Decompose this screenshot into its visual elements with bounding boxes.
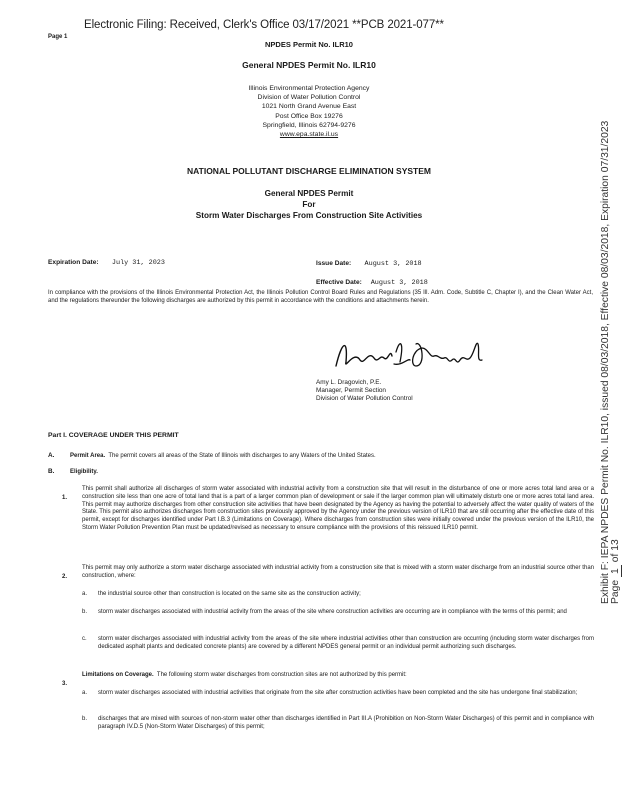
- item3b-text: discharges that are mixed with sources of non-storm water other than discharges identified in Part III.A (Prohibition on Non-Storm Water Discharges) of this permit and in compliance with paragraph IV.D.5 (Non-Storm Water Discharges) of this permit;: [98, 716, 594, 730]
- agency-po-box: Post Office Box 19276: [275, 112, 343, 120]
- signer-division: Division of Water Pollution Control: [316, 395, 413, 402]
- agency-division: Division of Water Pollution Control: [257, 94, 361, 102]
- item1-text: This permit shall authorize all discharges of storm water associated with industrial activity from a construction site that will result in the disturbance of one or more acres total land area or a construction site less than one acre of total land that is a part of a larger common plan of development or sale if the larger common plan will ultimately disturb one or more acres total land area. This permit may authorize discharges from other construction site activities that have been designated by the Agency as having the potential to adversely affect the water quality of waters of the State. This permit also authorizes discharges from construction sites previously approved by the Agency under the previous version of ILR10 that are still occurring after the effective date of this permit, except for discharges identified under Part I.B.3 (Limitations on Coverage). Where discharges from construction sites were initially covered under the previous version of the ILR10, the Storm Water Pollution Prevention Plan must be updated/revised as necessary to ensure compliance with the provisions of this reissued ILR10 permit.: [82, 486, 594, 531]
- agency-name: Illinois Environmental Protection Agency: [248, 85, 370, 92]
- permit-title: General NPDES Permit No. ILR10: [242, 60, 376, 70]
- item3-body: The following storm water discharges from construction sites are not authorized by this permit:: [156, 672, 407, 678]
- exhibit-page-prefix: Page: [610, 579, 621, 604]
- item3-text: [82, 672, 594, 680]
- item2a-text: the industrial source other than construction is located on the same site as the construction activity;: [98, 591, 361, 597]
- exhibit-stamp-page: [610, 539, 622, 604]
- issue-date: [316, 252, 422, 270]
- issue-value: August 3, 2018: [364, 260, 422, 268]
- general-permit-line2: For: [302, 200, 316, 209]
- general-permit-line1: General NPDES Permit: [264, 189, 354, 198]
- signer-title: Manager, Permit Section: [316, 387, 386, 394]
- exhibit-stamp-line1: Exhibit F: IEPA NPDES Permit No. ILR10, issued 08/03/2018, Effective 08/03/2018, Expiration 07/31/2023: [600, 120, 611, 604]
- item3b-tag: b.: [82, 716, 88, 722]
- item1-number: 1.: [62, 495, 68, 501]
- item2c-tag: c.: [82, 636, 87, 642]
- item2b-text: storm water discharges associated with industrial activity from the areas of the site where construction activities are occurring are in compliance with the terms of this permit; and: [98, 609, 567, 615]
- agency-address: [0, 84, 618, 139]
- header-permit-number: NPDES Permit No. ILR10: [265, 40, 353, 49]
- compliance-paragraph: In compliance with the provisions of the Illinois Environmental Protection Act, the Illinois Pollution Control Board Rules and Regulations (35 Ill. Adm. Code, Subtitle C, Chapter I), and the Clean Water Act, and the regulations thereunder the following discharges are authorized by this permit in accordance with the conditions and attachments herein.: [48, 290, 593, 304]
- agency-street: 1021 North Grand Avenue East: [261, 103, 357, 111]
- section-b-tag: B.: [48, 468, 55, 475]
- effective-value: August 3, 2018: [370, 279, 428, 287]
- general-permit-title: [0, 188, 618, 221]
- section-b: [48, 468, 593, 477]
- item3a-tag: a.: [82, 690, 88, 696]
- section-a-label: Permit Area.: [70, 453, 106, 459]
- expiration-date: [48, 251, 165, 269]
- item3-number: 3.: [62, 681, 68, 687]
- agency-url[interactable]: www.epa.state.il.us: [279, 131, 339, 139]
- agency-city: Springfield, Illinois 62794-9276: [262, 121, 356, 129]
- page-label: Page 1: [48, 34, 68, 40]
- part1-heading: Part I. COVERAGE UNDER THIS PERMIT: [48, 432, 179, 439]
- signer-name: Amy L. Dragovich, P.E.: [316, 379, 382, 386]
- item2-text: This permit may only authorize a storm water discharge associated with industrial activity from a construction site that is mixed with a storm water discharge from an industrial source other than construction, where:: [82, 565, 594, 579]
- exhibit-page-number: 1: [610, 565, 622, 577]
- section-b-label: Eligibility.: [70, 469, 98, 475]
- section-a-text: The permit covers all areas of the State of Illinois with discharges to any Waters of the United States.: [108, 453, 376, 459]
- section-a: [48, 452, 593, 461]
- item2c-text: storm water discharges associated with industrial activity from the areas of the site where industrial activities other than construction are occurring (including storm water discharges from dedicated asphalt plants and dedicated concrete plants) are covered by a different NPDES general permit or an individual permit authorizing such discharges.: [98, 636, 594, 650]
- effective-date: [316, 271, 428, 289]
- general-permit-line3: Storm Water Discharges From Construction Site Activities: [195, 211, 423, 220]
- system-title: NATIONAL POLLUTANT DISCHARGE ELIMINATION SYSTEM: [187, 166, 431, 176]
- issue-label: Issue Date:: [316, 260, 352, 267]
- expiration-value: July 31, 2023: [111, 259, 165, 267]
- item2b-tag: b.: [82, 609, 88, 615]
- effective-label: Effective Date:: [316, 279, 362, 286]
- exhibit-stamp: [600, 44, 621, 644]
- section-a-tag: A.: [48, 452, 55, 459]
- filing-stamp: Electronic Filing: Received, Clerk's Office 03/17/2021 **PCB 2021-077**: [84, 19, 444, 31]
- item2-number: 2.: [62, 574, 68, 580]
- signature-image: [330, 336, 490, 376]
- item3a-text: storm water discharges associated with industrial activities that originate from the site after construction activities have been completed and the site has undergone final stabilization;: [98, 690, 578, 696]
- item3-label: Limitations on Coverage.: [82, 672, 154, 678]
- signer-block: [316, 379, 413, 403]
- exhibit-page-suffix: of 13: [610, 539, 621, 563]
- expiration-label: Expiration Date:: [48, 259, 99, 266]
- item2a-tag: a.: [82, 591, 88, 597]
